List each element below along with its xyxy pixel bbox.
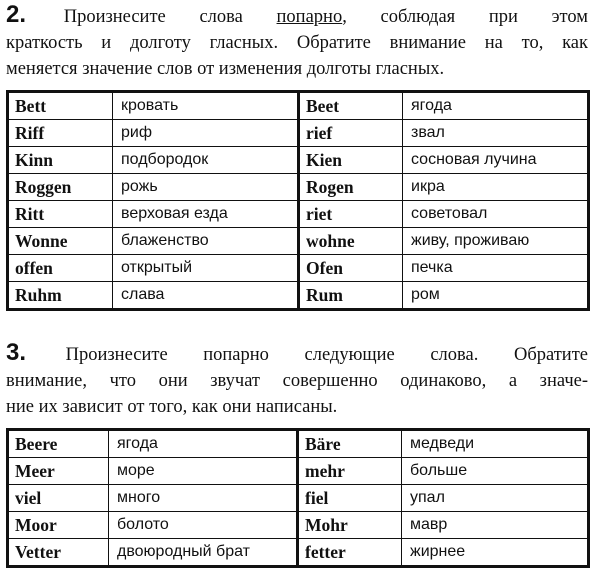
german-word: viel <box>8 485 109 512</box>
table-row <box>8 147 589 174</box>
german-word: Rogen <box>299 174 403 201</box>
german-word: Ofen <box>299 255 403 282</box>
russian-translation: мавр <box>402 512 589 539</box>
table-row <box>8 255 589 282</box>
russian-translation: подбородок <box>113 147 299 174</box>
russian-translation: больше <box>402 458 589 485</box>
instruction-text: Произнесите попарно следующие слова. Обратите <box>65 345 588 365</box>
russian-translation: блаженство <box>113 228 299 255</box>
german-word: Beere <box>8 430 109 458</box>
russian-translation: кровать <box>113 92 299 120</box>
russian-translation: медведи <box>402 430 589 458</box>
russian-translation: открытый <box>113 255 299 282</box>
german-word: Roggen <box>8 174 113 201</box>
german-word: Vetter <box>8 539 109 567</box>
russian-translation: звал <box>403 120 589 147</box>
german-word: fiel <box>298 485 402 512</box>
russian-translation: много <box>109 485 298 512</box>
exercise-number: 2. <box>6 1 27 28</box>
german-word: wohne <box>299 228 403 255</box>
vocabulary-table-body <box>8 92 589 310</box>
instruction-line: внимание, что они звучат совершенно одинаково, а значе- <box>6 371 588 391</box>
table-row <box>8 485 589 512</box>
german-word: Ruhm <box>8 282 113 310</box>
german-word: Mohr <box>298 512 402 539</box>
russian-translation: ягода <box>403 92 589 120</box>
exercise-number: 3. <box>6 339 27 366</box>
german-word: Bäre <box>298 430 402 458</box>
russian-translation: риф <box>113 120 299 147</box>
german-word: fetter <box>298 539 402 567</box>
russian-translation: советовал <box>403 201 589 228</box>
russian-translation: верховая езда <box>113 201 299 228</box>
table-row <box>8 458 589 485</box>
instruction-line: краткость и долготу гласных. Обратите внимание на то, как <box>6 33 588 53</box>
german-word: Meer <box>8 458 109 485</box>
german-word: Ritt <box>8 201 113 228</box>
vocabulary-table-2 <box>6 90 590 311</box>
vocabulary-table-body <box>8 430 589 567</box>
russian-translation: болото <box>109 512 298 539</box>
russian-translation: слава <box>113 282 299 310</box>
russian-translation: печка <box>403 255 589 282</box>
german-word: Rum <box>299 282 403 310</box>
russian-translation: сосновая лучина <box>403 147 589 174</box>
russian-translation: море <box>109 458 298 485</box>
exercise-3 <box>6 340 588 568</box>
instruction-text: , соблюдая при этом <box>342 7 588 27</box>
vocabulary-table-3 <box>6 428 590 568</box>
instruction-text: Произнесите слова <box>63 7 277 27</box>
table-row <box>8 430 589 458</box>
table-row <box>8 512 589 539</box>
exercise-2 <box>6 2 588 311</box>
instruction-line <box>6 2 588 30</box>
instruction-line: ние их зависит от того, как они написаны. <box>6 397 338 417</box>
russian-translation: рожь <box>113 174 299 201</box>
russian-translation: икра <box>403 174 589 201</box>
instruction-line: меняется значение слов от изменения долготы гласных. <box>6 59 445 79</box>
table-row <box>8 228 589 255</box>
exercise-2-instruction <box>6 2 588 82</box>
instruction-line <box>6 340 588 368</box>
table-row <box>8 92 589 120</box>
table-row <box>8 282 589 310</box>
german-word: riet <box>299 201 403 228</box>
german-word: Beet <box>299 92 403 120</box>
german-word: Bett <box>8 92 113 120</box>
table-row <box>8 201 589 228</box>
exercise-3-instruction <box>6 340 588 420</box>
russian-translation: двоюродный брат <box>109 539 298 567</box>
underlined-word: попарно <box>276 7 343 27</box>
russian-translation: упал <box>402 485 589 512</box>
german-word: mehr <box>298 458 402 485</box>
russian-translation: жирнее <box>402 539 589 567</box>
german-word: offen <box>8 255 113 282</box>
table-row <box>8 539 589 567</box>
german-word: Wonne <box>8 228 113 255</box>
russian-translation: ром <box>403 282 589 310</box>
table-row <box>8 174 589 201</box>
german-word: Riff <box>8 120 113 147</box>
german-word: Kinn <box>8 147 113 174</box>
german-word: Moor <box>8 512 109 539</box>
table-row <box>8 120 589 147</box>
german-word: Kien <box>299 147 403 174</box>
german-word: rief <box>299 120 403 147</box>
russian-translation: живу, проживаю <box>403 228 589 255</box>
russian-translation: ягода <box>109 430 298 458</box>
